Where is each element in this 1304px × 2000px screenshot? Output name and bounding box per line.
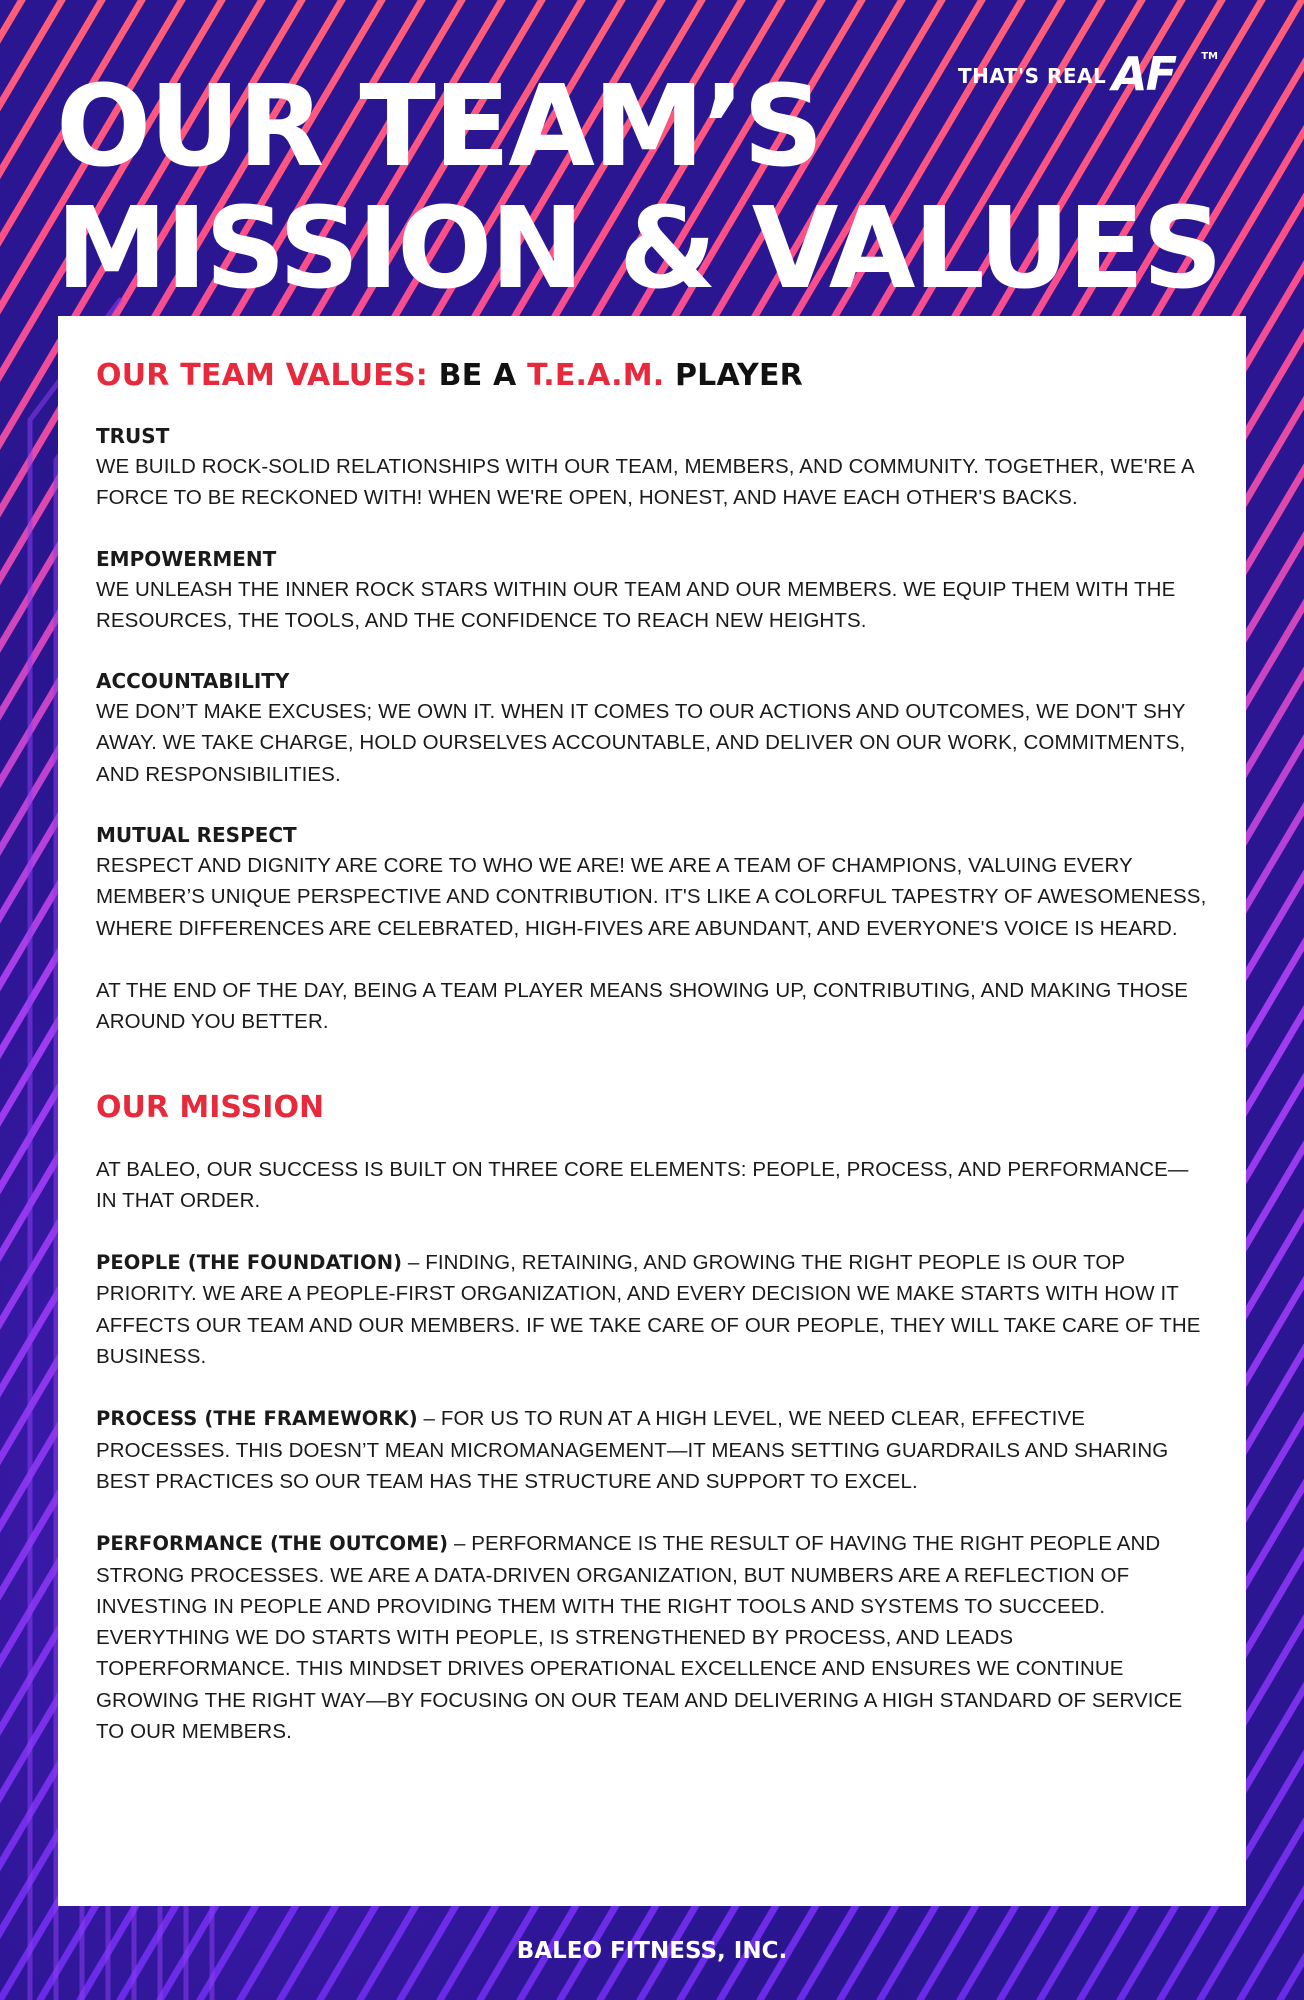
value-trust — [96, 422, 1208, 514]
mission-people-label: PEOPLE (THE FOUNDATION) — [96, 1251, 403, 1275]
mission-people-text: – FINDING, RETAINING, AND GROWING THE RIGHT PEOPLE IS OUR TOP PRIORITY. WE ARE A PEOPLE-FIRST ORGANIZATION, AND EVERY DECISION WE MAKE STARTS WITH HOW IT AFFECTS OUR TEAM AND OUR MEMBERS. IF WE TAKE CARE OF OUR PEOPLE, THEY WILL TAKE CARE OF THE BUSINESS. — [96, 1251, 1201, 1369]
value-title: EMPOWERMENT — [96, 546, 277, 571]
company-footer: BALEO FITNESS, INC. — [516, 1938, 788, 1964]
mission-performance-text: – PERFORMANCE IS THE RESULT OF HAVING THE RIGHT PEOPLE AND STRONG PROCESSES. WE ARE A DATA-DRIVEN ORGANIZATION, BUT NUMBERS ARE A REFLECTION OF INVESTING IN PEOPLE AND PROVIDING THEM WITH THE RIGHT TOOLS AND SYSTEMS TO SUCCEED. — [96, 1532, 1161, 1618]
page-title-line-1: OUR TEAM’S — [56, 62, 822, 192]
value-empowerment — [96, 545, 1208, 637]
values-heading-prefix: OUR TEAM VALUES: — [96, 358, 428, 393]
mission-intro: AT BALEO, OUR SUCCESS IS BUILT ON THREE CORE ELEMENTS: PEOPLE, PROCESS, AND PERFORMANCE—IN THAT ORDER. — [96, 1157, 1189, 1212]
value-text: WE BUILD ROCK-SOLID RELATIONSHIPS WITH OUR TEAM, MEMBERS, AND COMMUNITY. TOGETHER, WE'RE A FORCE TO BE RECKONED WITH! WHEN WE'RE OPEN, HONEST, AND HAVE EACH OTHER'S BACKS. — [96, 455, 1194, 510]
value-title: ACCOUNTABILITY — [96, 669, 290, 694]
value-text: RESPECT AND DIGNITY ARE CORE TO WHO WE ARE! WE ARE A TEAM OF CHAMPIONS, VALUING EVERY MEMBER’S UNIQUE PERSPECTIVE AND CONTRIBUTION. IT'S LIKE A COLORFUL TAPESTRY OF AWESOMENESS, WHERE DIFFERENCES ARE CELEBRATED, HIGH-FIVES ARE ABUNDANT, AND EVERYONE'S VOICE IS HEARD. — [96, 854, 1207, 940]
content-card — [58, 316, 1246, 1906]
mission-heading: OUR MISSION — [96, 1089, 325, 1125]
value-text: WE DON’T MAKE EXCUSES; WE OWN IT. WHEN IT COMES TO OUR ACTIONS AND OUTCOMES, WE DON'T SHY AWAY. WE TAKE CHARGE, HOLD OURSELVES ACCOUNTABLE, AND DELIVER ON OUR WORK, COMMITMENTS, AND RESPONSIBILITIES. — [96, 700, 1186, 786]
value-text: WE UNLEASH THE INNER ROCK STARS WITHIN OUR TEAM AND OUR MEMBERS. WE EQUIP THEM WITH THE RESOURCES, THE TOOLS, AND THE CONFIDENCE TO REACH NEW HEIGHTS. — [96, 577, 1176, 632]
values-heading-be-a: BE A — [438, 358, 517, 393]
af-logo-text: AF — [1112, 47, 1176, 101]
brand-tagline: THAT'S REAL — [958, 64, 1107, 88]
value-title: TRUST — [96, 424, 170, 448]
mission-process-text: – FOR US TO RUN AT A HIGH LEVEL, WE NEED CLEAR, EFFECTIVE PROCESSES. THIS DOESN’T MEAN MICROMANAGEMENT—IT MEANS SETTING GUARDRAILS AND SHARING BEST PRACTICES SO OUR TEAM HAS THE STRUCTURE AND SUPPORT TO EXCEL. — [96, 1407, 1169, 1493]
page-title — [56, 62, 1221, 314]
mission-process — [96, 1403, 1208, 1497]
values-heading-team: T.E.A.M. — [527, 358, 665, 393]
trademark-mark: TM — [1201, 51, 1218, 62]
mission-performance — [96, 1528, 1208, 1622]
value-mutual-respect — [96, 821, 1208, 944]
mission-process-label: PROCESS (THE FRAMEWORK) — [96, 1407, 418, 1431]
mission-performance-label: PERFORMANCE (THE OUTCOME) — [96, 1532, 449, 1556]
values-heading-player: PLAYER — [675, 358, 803, 393]
values-closing: AT THE END OF THE DAY, BEING A TEAM PLAYER MEANS SHOWING UP, CONTRIBUTING, AND MAKING THOSE AROUND YOU BETTER. — [96, 978, 1189, 1034]
page-title-line-2: MISSION & VALUES — [56, 184, 1221, 314]
mission-people — [96, 1247, 1208, 1372]
mission-closing: EVERYTHING WE DO STARTS WITH PEOPLE, IS STRENGTHENED BY PROCESS, AND LEADS TOPERFORMANCE. THIS MINDSET DRIVES OPERATIONAL EXCELLENCE AND ENSURES WE CONTINUE GROWING THE RIGHT WAY—BY FOCUSING ON OUR TEAM AND DELIVERING A HIGH STANDARD OF SERVICE TO OUR MEMBERS. — [96, 1626, 1183, 1744]
value-accountability — [96, 667, 1208, 790]
values-heading — [96, 358, 1208, 394]
value-title: MUTUAL RESPECT — [96, 823, 297, 848]
